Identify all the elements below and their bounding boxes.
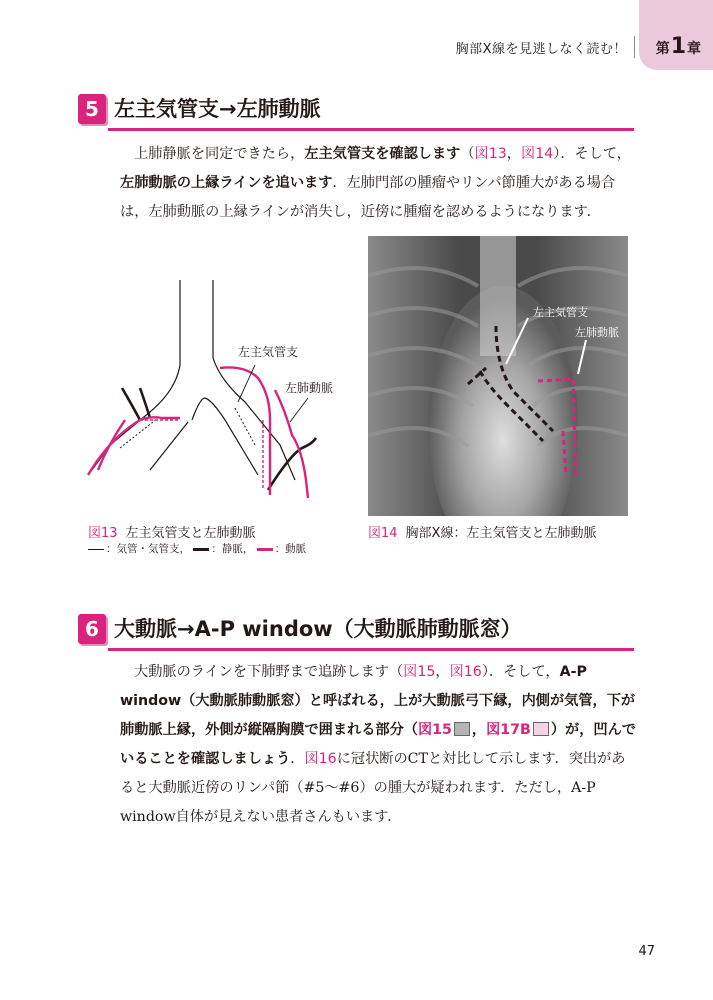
vein-lines [122, 388, 316, 490]
header-divider [634, 36, 635, 58]
artery-dotted-guide [140, 420, 263, 490]
figure-13-diagram [80, 270, 360, 515]
section-6-paragraph: 大動脈のラインを下肺野まで追跡します（図15，図16）．そして，A-P window（大動脈肺動脈窓）と呼ばれる，上が大動脈弓下縁，内側が気管，下が肺動脈上縁，外側が縦隔胸膜で囲まれる部分（図15 ，図17B ）が，凹んでいることを確認しましょう．図16に冠状断のCTと対比して示します．突出があると大動脈近傍のリンパ節（#5～#6）の腫大が疑われます．ただし，A-P window自体が見えない患者さんもいます． [120, 664, 636, 825]
pink-swatch [533, 722, 549, 736]
fig14-label-artery: 左肺動脈 [575, 326, 619, 339]
fig14-label-bronchus: 左主気管支 [533, 306, 588, 319]
ref-fig15[interactable]: 図15 [403, 664, 436, 680]
chapter-label: 第1章 [655, 34, 701, 59]
section-5-title: 左主気管支→左肺動脈 [114, 97, 321, 121]
ref-fig14[interactable]: 図14 [521, 146, 554, 162]
section-5-rule [108, 128, 634, 131]
dotted-guides [120, 408, 255, 448]
section-6-title: 大動脈→A-P window（大動脈肺動脈窓） [114, 617, 522, 641]
section-5-badge: 5 [78, 94, 106, 124]
figure-14-xray [368, 236, 628, 516]
figure-13-legend: ：気管・気管支， ：静脈， ：動脈 [88, 541, 306, 556]
airway-lines [92, 280, 295, 480]
fig13-label-artery: 左肺動脈 [285, 381, 334, 395]
ref-fig17b[interactable]: 図17B [486, 722, 531, 738]
chapter-tab [639, 0, 713, 70]
running-head [0, 0, 713, 80]
ref-fig15-inline[interactable]: 図15 [417, 722, 452, 738]
section-6-badge: 6 [78, 614, 106, 644]
ref-fig16[interactable]: 図16 [449, 664, 482, 680]
ref-fig16-b[interactable]: 図16 [304, 751, 337, 767]
section-6-rule [108, 648, 634, 651]
fig13-label-bronchus: 左主気管支 [238, 345, 299, 359]
section-5-heading [78, 92, 634, 132]
gray-swatch [454, 722, 470, 736]
figure-13-caption: 図13 左主気管支と左肺動脈 [88, 526, 256, 541]
section-5-paragraph: 上肺静脈を同定できたら，左主気管支を確認します（図13，図14）．そして，左肺動脈の上縁ラインを追います．左肺門部の腫瘤やリンパ節腫大がある場合は，左肺動脈の上縁ラインが消失し，近傍に腫瘤を認めるようになります． [120, 146, 631, 220]
section-6-heading [78, 612, 634, 652]
ref-fig13[interactable]: 図13 [474, 146, 507, 162]
running-title: 胸部X線を見逃しなく読む！ [455, 42, 627, 57]
page-number: 47 [638, 944, 655, 959]
figure-14-caption: 図14 胸部X線：左主気管支と左肺動脈 [368, 526, 597, 541]
